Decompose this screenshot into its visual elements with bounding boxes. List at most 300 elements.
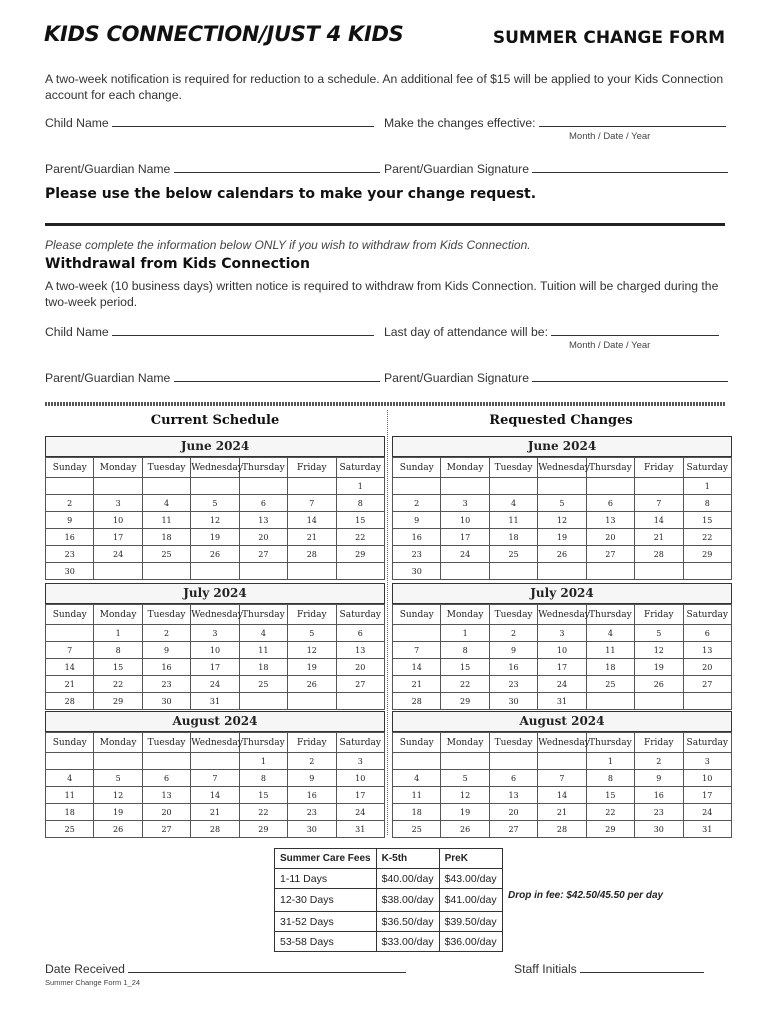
- day-cell[interactable]: 29: [336, 546, 384, 563]
- form-title: SUMMER CHANGE FORM: [492, 28, 725, 48]
- parent-signature-line[interactable]: [532, 161, 728, 173]
- weekday-header: Friday: [635, 605, 683, 625]
- day-cell: [46, 753, 94, 770]
- fees-cell: 1-11 Days: [275, 869, 377, 889]
- month-title: June 2024: [392, 436, 732, 457]
- week-row: [46, 659, 385, 676]
- day-cell[interactable]: 14: [191, 787, 239, 804]
- day-cell[interactable]: 17: [538, 659, 586, 676]
- fees-cell: $36.50/day: [376, 912, 439, 932]
- day-cell[interactable]: 1: [239, 753, 287, 770]
- weekday-header: Saturday: [336, 605, 384, 625]
- day-cell[interactable]: 1: [336, 478, 384, 495]
- day-cell[interactable]: 31: [191, 693, 239, 710]
- staff-initials-line[interactable]: [580, 961, 704, 973]
- day-cell[interactable]: 14: [46, 659, 94, 676]
- day-cell[interactable]: 7: [635, 495, 683, 512]
- day-cell[interactable]: 29: [239, 821, 287, 838]
- withdrawal-child-name-label: Child Name: [45, 325, 109, 339]
- day-cell[interactable]: 3: [441, 495, 489, 512]
- day-cell[interactable]: 28: [635, 546, 683, 563]
- day-cell[interactable]: 15: [586, 787, 634, 804]
- month-title: June 2024: [45, 436, 385, 457]
- day-cell: [46, 478, 94, 495]
- day-cell[interactable]: 10: [441, 512, 489, 529]
- week-row: [393, 770, 732, 787]
- day-cell[interactable]: 4: [489, 495, 537, 512]
- day-cell[interactable]: 13: [239, 512, 287, 529]
- day-cell: [239, 478, 287, 495]
- day-cell[interactable]: 11: [586, 642, 634, 659]
- day-cell[interactable]: 13: [489, 787, 537, 804]
- day-cell: [538, 753, 586, 770]
- day-cell[interactable]: 11: [489, 512, 537, 529]
- day-cell[interactable]: 12: [191, 512, 239, 529]
- day-cell[interactable]: 23: [46, 546, 94, 563]
- day-cell[interactable]: 10: [191, 642, 239, 659]
- day-cell[interactable]: 14: [393, 659, 441, 676]
- day-cell[interactable]: 2: [635, 753, 683, 770]
- day-cell[interactable]: 16: [393, 529, 441, 546]
- day-cell[interactable]: 12: [635, 642, 683, 659]
- day-cell[interactable]: 10: [94, 512, 142, 529]
- day-cell[interactable]: 25: [142, 546, 190, 563]
- day-cell[interactable]: 29: [94, 693, 142, 710]
- day-cell[interactable]: 1: [441, 625, 489, 642]
- date-received-field[interactable]: [45, 961, 406, 976]
- day-cell[interactable]: 4: [142, 495, 190, 512]
- day-cell[interactable]: 23: [489, 676, 537, 693]
- day-cell: [288, 563, 336, 580]
- day-cell[interactable]: 19: [538, 529, 586, 546]
- parent-name-field[interactable]: [45, 161, 380, 176]
- day-cell[interactable]: 27: [336, 676, 384, 693]
- day-cell: [142, 478, 190, 495]
- day-cell[interactable]: 7: [191, 770, 239, 787]
- day-cell: [191, 478, 239, 495]
- day-cell[interactable]: 21: [191, 804, 239, 821]
- fees-cell: $40.00/day: [376, 869, 439, 889]
- day-cell[interactable]: 14: [538, 787, 586, 804]
- day-cell[interactable]: 25: [586, 676, 634, 693]
- day-cell[interactable]: 9: [142, 642, 190, 659]
- day-cell[interactable]: 17: [683, 787, 731, 804]
- child-name-label: Child Name: [45, 116, 109, 130]
- day-cell[interactable]: 3: [336, 753, 384, 770]
- day-cell[interactable]: 6: [142, 770, 190, 787]
- day-cell[interactable]: 11: [142, 512, 190, 529]
- day-cell[interactable]: 7: [46, 642, 94, 659]
- day-cell[interactable]: 16: [635, 787, 683, 804]
- day-cell[interactable]: 27: [586, 546, 634, 563]
- weekday-header: Tuesday: [489, 733, 537, 753]
- day-cell[interactable]: 24: [94, 546, 142, 563]
- day-cell[interactable]: 15: [239, 787, 287, 804]
- month-title: July 2024: [392, 583, 732, 604]
- week-row: [393, 821, 732, 838]
- withdrawal-parent-name-label: Parent/Guardian Name: [45, 371, 171, 385]
- week-row: [393, 693, 732, 710]
- day-cell[interactable]: 30: [393, 563, 441, 580]
- effective-date-label: Make the changes effective:: [384, 116, 536, 130]
- day-cell: [46, 625, 94, 642]
- day-cell[interactable]: 26: [635, 676, 683, 693]
- day-cell[interactable]: 12: [538, 512, 586, 529]
- day-cell[interactable]: 31: [683, 821, 731, 838]
- day-cell[interactable]: 5: [288, 625, 336, 642]
- week-row: [46, 753, 385, 770]
- weekday-header: Monday: [441, 733, 489, 753]
- day-cell[interactable]: 11: [393, 787, 441, 804]
- day-cell: [683, 693, 731, 710]
- day-cell[interactable]: 17: [94, 529, 142, 546]
- day-cell[interactable]: 29: [586, 821, 634, 838]
- weekday-header: Wednesday: [538, 605, 586, 625]
- day-cell[interactable]: 21: [635, 529, 683, 546]
- day-cell[interactable]: 21: [393, 676, 441, 693]
- staff-initials-field[interactable]: [514, 961, 704, 976]
- drop-in-fee: Drop in fee: $42.50/45.50 per day: [508, 890, 664, 901]
- day-cell[interactable]: 18: [239, 659, 287, 676]
- fees-table: [274, 848, 503, 952]
- week-row: [393, 804, 732, 821]
- week-row: [46, 821, 385, 838]
- day-cell[interactable]: 27: [142, 821, 190, 838]
- day-cell[interactable]: 19: [635, 659, 683, 676]
- day-cell[interactable]: 27: [683, 676, 731, 693]
- withdrawal-parent-signature-line[interactable]: [532, 370, 728, 382]
- day-cell: [489, 563, 537, 580]
- day-cell: [142, 753, 190, 770]
- day-cell[interactable]: 26: [441, 821, 489, 838]
- calendar-grid: [392, 457, 732, 580]
- day-cell[interactable]: 7: [538, 770, 586, 787]
- day-cell[interactable]: 4: [586, 625, 634, 642]
- day-cell[interactable]: 15: [94, 659, 142, 676]
- weekday-header: Sunday: [393, 458, 441, 478]
- day-cell[interactable]: 1: [586, 753, 634, 770]
- day-cell[interactable]: 4: [393, 770, 441, 787]
- day-cell[interactable]: 8: [441, 642, 489, 659]
- fees-cell: $43.00/day: [439, 869, 502, 889]
- day-cell[interactable]: 28: [191, 821, 239, 838]
- day-cell[interactable]: 2: [46, 495, 94, 512]
- day-cell[interactable]: 30: [489, 693, 537, 710]
- day-cell[interactable]: 10: [336, 770, 384, 787]
- withdrawal-child-name-line[interactable]: [112, 324, 374, 336]
- day-cell[interactable]: 28: [288, 546, 336, 563]
- day-cell[interactable]: 18: [46, 804, 94, 821]
- fees-cell: 12-30 Days: [275, 889, 377, 912]
- effective-date-line[interactable]: [539, 115, 726, 127]
- day-cell[interactable]: 5: [635, 625, 683, 642]
- day-cell: [288, 693, 336, 710]
- day-cell[interactable]: 8: [683, 495, 731, 512]
- day-cell[interactable]: 9: [46, 512, 94, 529]
- day-cell[interactable]: 28: [538, 821, 586, 838]
- week-row: [46, 495, 385, 512]
- weekday-header-row: [393, 458, 732, 478]
- weekday-header-row: [46, 733, 385, 753]
- day-cell[interactable]: 31: [336, 821, 384, 838]
- day-cell: [393, 478, 441, 495]
- week-row: [393, 512, 732, 529]
- day-cell[interactable]: 13: [336, 642, 384, 659]
- day-cell[interactable]: 17: [441, 529, 489, 546]
- weekday-header-row: [46, 605, 385, 625]
- last-day-line[interactable]: [551, 324, 719, 336]
- day-cell[interactable]: 23: [142, 676, 190, 693]
- weekday-header: Sunday: [393, 605, 441, 625]
- day-cell[interactable]: 3: [191, 625, 239, 642]
- fees-cell: $38.00/day: [376, 889, 439, 912]
- day-cell[interactable]: 26: [191, 546, 239, 563]
- day-cell[interactable]: 24: [538, 676, 586, 693]
- day-cell[interactable]: 1: [683, 478, 731, 495]
- day-cell[interactable]: 5: [94, 770, 142, 787]
- weekday-header: Thursday: [586, 605, 634, 625]
- day-cell[interactable]: 12: [288, 642, 336, 659]
- day-cell[interactable]: 13: [586, 512, 634, 529]
- last-day-field[interactable]: [384, 324, 719, 339]
- day-cell[interactable]: 22: [239, 804, 287, 821]
- day-cell[interactable]: 3: [683, 753, 731, 770]
- day-cell[interactable]: 13: [142, 787, 190, 804]
- week-row: [46, 676, 385, 693]
- day-cell[interactable]: 7: [393, 642, 441, 659]
- day-cell[interactable]: 30: [635, 821, 683, 838]
- week-row: [393, 529, 732, 546]
- weekday-header: Thursday: [239, 458, 287, 478]
- day-cell[interactable]: 20: [683, 659, 731, 676]
- day-cell[interactable]: 19: [288, 659, 336, 676]
- child-name-field[interactable]: [45, 115, 374, 130]
- day-cell[interactable]: 20: [239, 529, 287, 546]
- day-cell[interactable]: 10: [538, 642, 586, 659]
- day-cell[interactable]: 27: [239, 546, 287, 563]
- day-cell: [538, 478, 586, 495]
- day-cell[interactable]: 5: [191, 495, 239, 512]
- calendar-grid: [45, 457, 385, 580]
- day-cell[interactable]: 5: [441, 770, 489, 787]
- day-cell: [336, 693, 384, 710]
- weekday-header-row: [393, 605, 732, 625]
- day-cell[interactable]: 30: [288, 821, 336, 838]
- withdrawal-child-name-field[interactable]: [45, 324, 374, 339]
- day-cell[interactable]: 25: [239, 676, 287, 693]
- day-cell[interactable]: 6: [239, 495, 287, 512]
- weekday-header: Saturday: [683, 733, 731, 753]
- day-cell[interactable]: 16: [46, 529, 94, 546]
- day-cell[interactable]: 10: [683, 770, 731, 787]
- day-cell[interactable]: 25: [489, 546, 537, 563]
- day-cell[interactable]: 2: [288, 753, 336, 770]
- week-row: [393, 478, 732, 495]
- day-cell[interactable]: 16: [489, 659, 537, 676]
- day-cell[interactable]: 21: [538, 804, 586, 821]
- day-cell[interactable]: 20: [586, 529, 634, 546]
- day-cell[interactable]: 24: [336, 804, 384, 821]
- day-cell[interactable]: 6: [489, 770, 537, 787]
- calendar-grid: [45, 604, 385, 710]
- parent-name-line[interactable]: [174, 161, 380, 173]
- day-cell[interactable]: 21: [288, 529, 336, 546]
- date-received-line[interactable]: [128, 961, 406, 973]
- day-cell[interactable]: 4: [46, 770, 94, 787]
- day-cell[interactable]: 12: [94, 787, 142, 804]
- weekday-header: Monday: [94, 458, 142, 478]
- day-cell[interactable]: 18: [142, 529, 190, 546]
- day-cell[interactable]: 24: [191, 676, 239, 693]
- week-row: [46, 563, 385, 580]
- day-cell[interactable]: 19: [441, 804, 489, 821]
- day-cell: [441, 753, 489, 770]
- calendar-grid: [45, 732, 385, 838]
- day-cell[interactable]: 26: [288, 676, 336, 693]
- current-calendar-month: [45, 711, 385, 838]
- day-cell[interactable]: 26: [94, 821, 142, 838]
- day-cell[interactable]: 23: [288, 804, 336, 821]
- day-cell[interactable]: 18: [489, 529, 537, 546]
- day-cell[interactable]: 13: [683, 642, 731, 659]
- day-cell[interactable]: 17: [191, 659, 239, 676]
- day-cell[interactable]: 28: [393, 693, 441, 710]
- weekday-header: Wednesday: [191, 605, 239, 625]
- parent-signature-field[interactable]: [384, 161, 728, 176]
- day-cell[interactable]: 29: [683, 546, 731, 563]
- requested-changes-title: Requested Changes: [489, 413, 633, 428]
- day-cell[interactable]: 26: [538, 546, 586, 563]
- withdrawal-parent-signature-field[interactable]: [384, 370, 728, 385]
- day-cell[interactable]: 25: [46, 821, 94, 838]
- day-cell[interactable]: 8: [94, 642, 142, 659]
- day-cell[interactable]: 31: [538, 693, 586, 710]
- day-cell[interactable]: 22: [336, 529, 384, 546]
- weekday-header: Friday: [635, 458, 683, 478]
- day-cell[interactable]: 3: [94, 495, 142, 512]
- fees-row: [275, 912, 503, 932]
- day-cell[interactable]: 23: [635, 804, 683, 821]
- weekday-header: Wednesday: [538, 733, 586, 753]
- day-cell[interactable]: 11: [46, 787, 94, 804]
- day-cell[interactable]: 15: [336, 512, 384, 529]
- day-cell[interactable]: 6: [586, 495, 634, 512]
- day-cell[interactable]: 21: [46, 676, 94, 693]
- weekday-header: Sunday: [46, 733, 94, 753]
- day-cell[interactable]: 9: [635, 770, 683, 787]
- notice-text: A two-week notification is required for reduction to a schedule. An additional fee of $15 will be applied to your Kids Connection account for each change.: [45, 72, 724, 102]
- day-cell[interactable]: 18: [586, 659, 634, 676]
- withdrawal-parent-name-field[interactable]: [45, 370, 380, 385]
- day-cell[interactable]: 29: [441, 693, 489, 710]
- day-cell[interactable]: 16: [142, 659, 190, 676]
- week-row: [46, 546, 385, 563]
- day-cell[interactable]: 22: [94, 676, 142, 693]
- day-cell[interactable]: 27: [489, 821, 537, 838]
- day-cell[interactable]: 19: [191, 529, 239, 546]
- fees-header-cell: K-5th: [376, 849, 439, 869]
- weekday-header-row: [46, 458, 385, 478]
- day-cell[interactable]: 28: [46, 693, 94, 710]
- calendar-grid: [392, 604, 732, 710]
- day-cell[interactable]: 15: [683, 512, 731, 529]
- day-cell: [441, 478, 489, 495]
- day-cell: [393, 625, 441, 642]
- day-cell[interactable]: 20: [142, 804, 190, 821]
- day-cell: [94, 563, 142, 580]
- day-cell[interactable]: 16: [288, 787, 336, 804]
- day-cell[interactable]: 2: [142, 625, 190, 642]
- calendar-grid: [392, 732, 732, 838]
- day-cell[interactable]: 12: [441, 787, 489, 804]
- day-cell[interactable]: 1: [94, 625, 142, 642]
- day-cell[interactable]: 6: [683, 625, 731, 642]
- day-cell[interactable]: 14: [635, 512, 683, 529]
- child-name-line[interactable]: [112, 115, 374, 127]
- day-cell[interactable]: 25: [393, 821, 441, 838]
- current-calendar-month: [45, 436, 385, 580]
- day-cell[interactable]: 19: [94, 804, 142, 821]
- day-cell[interactable]: 3: [538, 625, 586, 642]
- day-cell[interactable]: 14: [288, 512, 336, 529]
- day-cell[interactable]: 15: [441, 659, 489, 676]
- date-received-label: Date Received: [45, 962, 125, 976]
- parent-signature-label: Parent/Guardian Signature: [384, 162, 529, 176]
- day-cell: [635, 478, 683, 495]
- day-cell[interactable]: 9: [393, 512, 441, 529]
- current-schedule-title: Current Schedule: [150, 413, 280, 428]
- day-cell[interactable]: 24: [683, 804, 731, 821]
- day-cell[interactable]: 8: [336, 495, 384, 512]
- day-cell[interactable]: 11: [239, 642, 287, 659]
- day-cell[interactable]: 20: [489, 804, 537, 821]
- weekday-header: Tuesday: [142, 458, 190, 478]
- day-cell[interactable]: 30: [142, 693, 190, 710]
- day-cell[interactable]: 2: [489, 625, 537, 642]
- day-cell[interactable]: 30: [46, 563, 94, 580]
- week-row: [46, 787, 385, 804]
- week-row: [393, 659, 732, 676]
- day-cell[interactable]: 8: [586, 770, 634, 787]
- day-cell[interactable]: 22: [586, 804, 634, 821]
- day-cell: [635, 693, 683, 710]
- withdrawal-parent-name-line[interactable]: [174, 370, 380, 382]
- day-cell[interactable]: 18: [393, 804, 441, 821]
- week-row: [46, 512, 385, 529]
- day-cell[interactable]: 9: [288, 770, 336, 787]
- day-cell[interactable]: 7: [288, 495, 336, 512]
- day-cell[interactable]: 9: [489, 642, 537, 659]
- day-cell[interactable]: 22: [683, 529, 731, 546]
- week-row: [393, 563, 732, 580]
- day-cell[interactable]: 20: [336, 659, 384, 676]
- day-cell[interactable]: 4: [239, 625, 287, 642]
- day-cell[interactable]: 22: [441, 676, 489, 693]
- calendar-separator: [387, 410, 388, 835]
- weekday-header: Sunday: [393, 733, 441, 753]
- month-title: August 2024: [392, 711, 732, 732]
- day-cell[interactable]: 2: [393, 495, 441, 512]
- day-cell: [142, 563, 190, 580]
- day-cell[interactable]: 23: [393, 546, 441, 563]
- day-cell[interactable]: 17: [336, 787, 384, 804]
- day-cell[interactable]: 8: [239, 770, 287, 787]
- day-cell[interactable]: 6: [336, 625, 384, 642]
- effective-date-field[interactable]: [384, 115, 726, 130]
- week-row: [46, 478, 385, 495]
- day-cell[interactable]: 24: [441, 546, 489, 563]
- day-cell[interactable]: 5: [538, 495, 586, 512]
